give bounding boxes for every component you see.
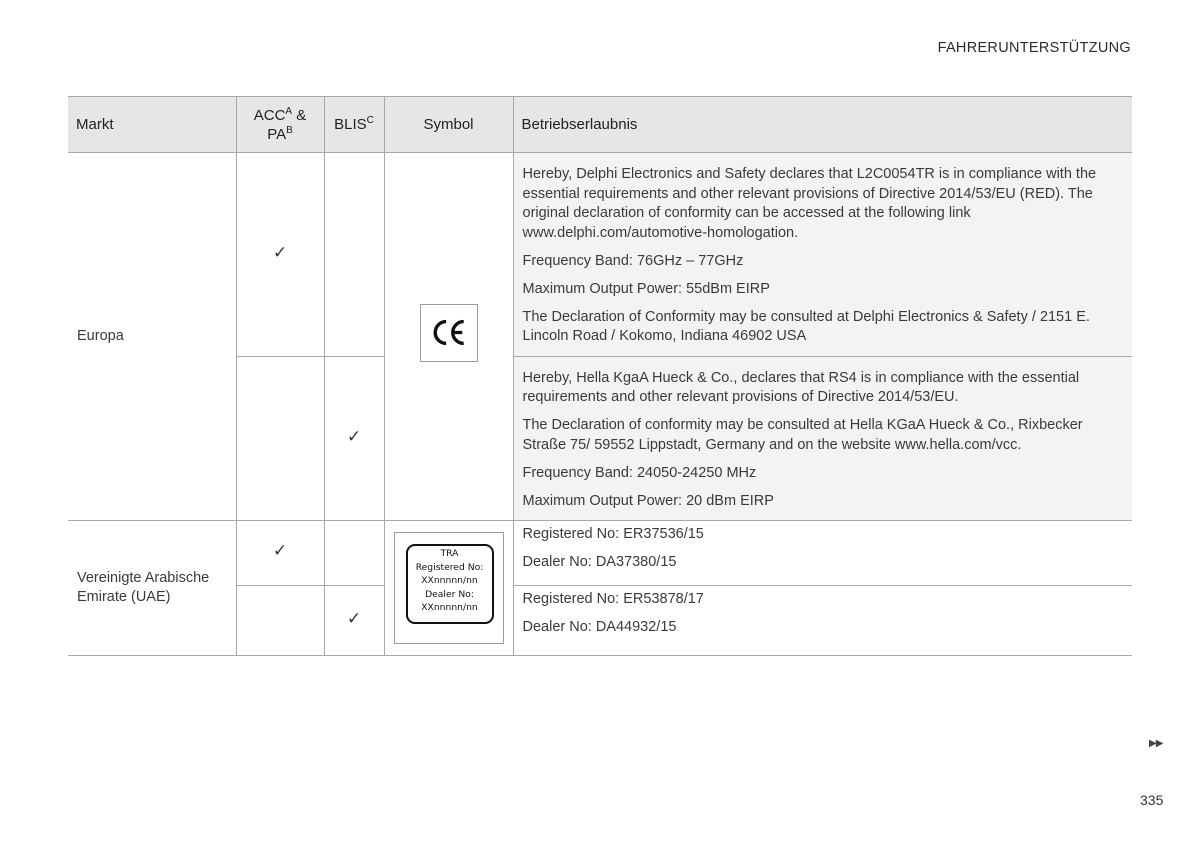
tra-label-icon: [394, 532, 504, 644]
europa-acc-line: Frequency Band: 76GHz – 77GHz: [522, 252, 744, 269]
uae-symbol-cell: [384, 521, 513, 656]
europa-acc-description: [513, 153, 1132, 357]
ce-mark-icon: [420, 304, 478, 362]
header-symbol: Symbol: [384, 97, 513, 153]
europa-symbol-cell: [384, 153, 513, 521]
section-title: FAHRERUNTERSTÜTZUNG: [937, 40, 1131, 56]
europa-blis-empty: [324, 153, 384, 357]
uae-acc-description: [513, 521, 1132, 586]
uae-blis-empty: [324, 521, 384, 586]
header-acc-pa: [236, 97, 324, 153]
double-triangle-right-icon: ▶▶: [1149, 738, 1163, 749]
tra-label-line: Dealer No:: [425, 588, 474, 600]
uae-acc-check: [236, 521, 324, 586]
uae-acc-registered: Registered No: ER37536/15: [522, 526, 704, 542]
check-mark-icon: ✓: [346, 426, 362, 446]
header-acc-amp: &: [292, 106, 307, 124]
tra-label-line: TRA: [440, 548, 459, 559]
uae-acc-dealer: Dealer No: DA37380/15: [522, 554, 677, 570]
europa-blis-check: [324, 356, 384, 521]
europa-acc-line: Maximum Output Power: 55dBm EIRP: [522, 280, 770, 297]
uae-blis-check: [324, 586, 384, 656]
europa-blis-line: Maximum Output Power: 20 dBm EIRP: [522, 492, 774, 509]
table-header-row: [68, 97, 1132, 153]
table-row-europa-acc: [68, 153, 1132, 357]
tra-label-line: XXnnnnn/nn: [421, 602, 478, 614]
markt-europa: Europa: [68, 153, 236, 521]
europa-acc-check: [236, 153, 324, 357]
europa-blis-line: Hereby, Hella KgaA Hueck & Co., declares that RS4 is in compliance with the essential requirements and other relevant provisions of Directive 2014/53/EU.: [522, 369, 1080, 405]
markt-uae: Vereinigte Arabische Emirate (UAE): [68, 521, 236, 656]
check-mark-icon: ✓: [346, 608, 362, 628]
page-number: 335: [1140, 792, 1164, 808]
header-betriebserlaubnis: Betriebserlaubnis: [513, 97, 1132, 153]
europa-blis-line: Frequency Band: 24050-24250 MHz: [522, 464, 757, 481]
europa-acc-line: Hereby, Delphi Electronics and Safety declares that L2C0054TR is in compliance with the essential requirements and other relevant provisions of Directive 2014/53/EU (RED). The original declaration of conformity can be accessed at the following link www.delphi.com/automotive-homologation.: [522, 166, 1097, 241]
uae-blis-description: [513, 586, 1132, 656]
header-acc: ACC: [253, 106, 286, 124]
uae-blis-dealer: Dealer No: DA44932/15: [522, 619, 677, 635]
europa-blis-line: The Declaration of conformity may be consulted at Hella KGaA Hueck & Co., Rixbecker Straße 75/ 59552 Lippstadt, Germany and on the website www.hella.com/vcc.: [522, 417, 1083, 453]
header-markt: Markt: [68, 97, 236, 153]
header-acc-sup: A: [285, 105, 293, 117]
approval-table: [68, 96, 1132, 656]
header-blis-sup: C: [366, 115, 374, 126]
tra-label-line: Registered No:: [415, 561, 484, 573]
tra-label-line: XXnnnnn/nn: [421, 575, 478, 587]
check-mark-icon: ✓: [272, 541, 288, 561]
header-pa: PA: [267, 125, 287, 143]
tra-label: [406, 544, 494, 624]
header-blis: [324, 97, 384, 153]
check-mark-icon: ✓: [272, 242, 288, 262]
header-pa-sup: B: [286, 124, 293, 136]
uae-acc-empty: [236, 586, 324, 656]
header-blis-text: BLIS: [334, 116, 367, 133]
europa-acc-line: The Declaration of Conformity may be consulted at Delphi Electronics & Safety / 2151 E. Lincoln Road / Kokomo, Indiana 46902 USA: [522, 308, 1090, 344]
uae-blis-registered: Registered No: ER53878/17: [522, 591, 704, 607]
europa-acc-empty: [236, 356, 324, 521]
europa-blis-description: [513, 356, 1132, 521]
table-row-uae-acc: [68, 521, 1132, 586]
